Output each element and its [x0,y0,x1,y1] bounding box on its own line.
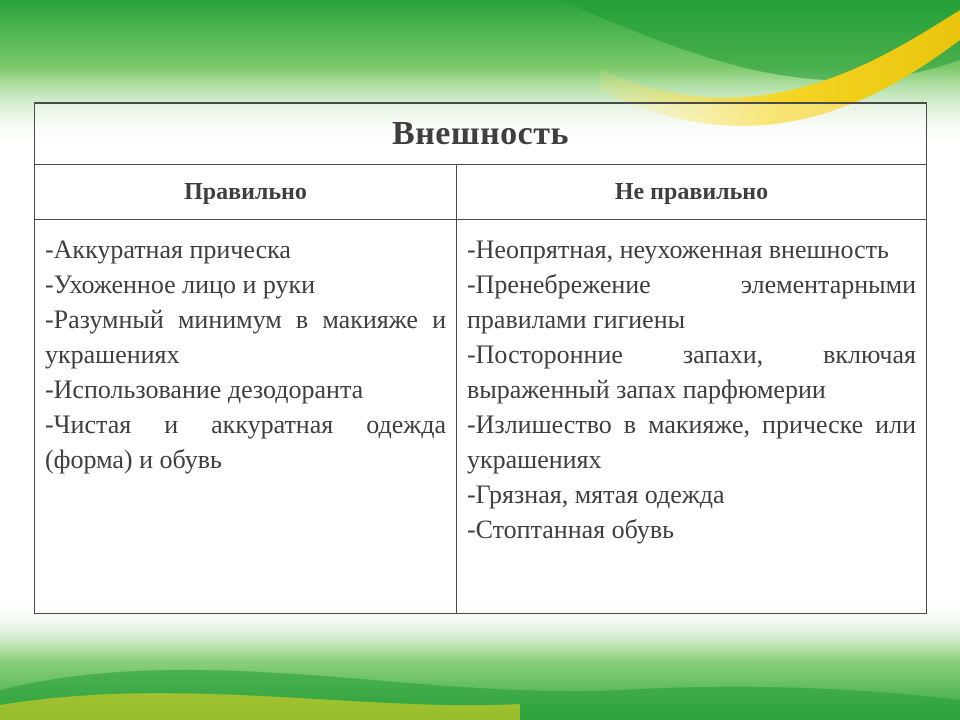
appearance-table [34,102,927,614]
list-item: -Использование дезодоранта [45,375,364,404]
list-item: -Неопрятная, неухоженная внешность [467,235,889,264]
table-title: Внешность [35,103,927,165]
list-item: -Излишество в макияже, прическе или украшениях [467,410,916,474]
column-correct [35,220,457,614]
list-item: -Пренебрежение элементарными правилами гигиены [467,270,916,334]
list-item: -Стоптанная обувь [467,515,675,544]
list-item: -Разумный минимум в макияже и украшениях [45,305,446,369]
column-incorrect [457,220,927,614]
list-item: -Ухоженное лицо и руки [45,270,316,299]
column-header-incorrect: Не правильно [457,165,927,220]
list-item: -Аккуратная прическа [45,235,291,264]
column-header-correct: Правильно [35,165,457,220]
list-item: -Посторонние запахи, включая выраженный запах парфюмерии [467,340,916,404]
list-item: -Чистая и аккуратная одежда (форма) и обувь [45,410,446,474]
list-item: -Грязная, мятая одежда [467,480,725,509]
